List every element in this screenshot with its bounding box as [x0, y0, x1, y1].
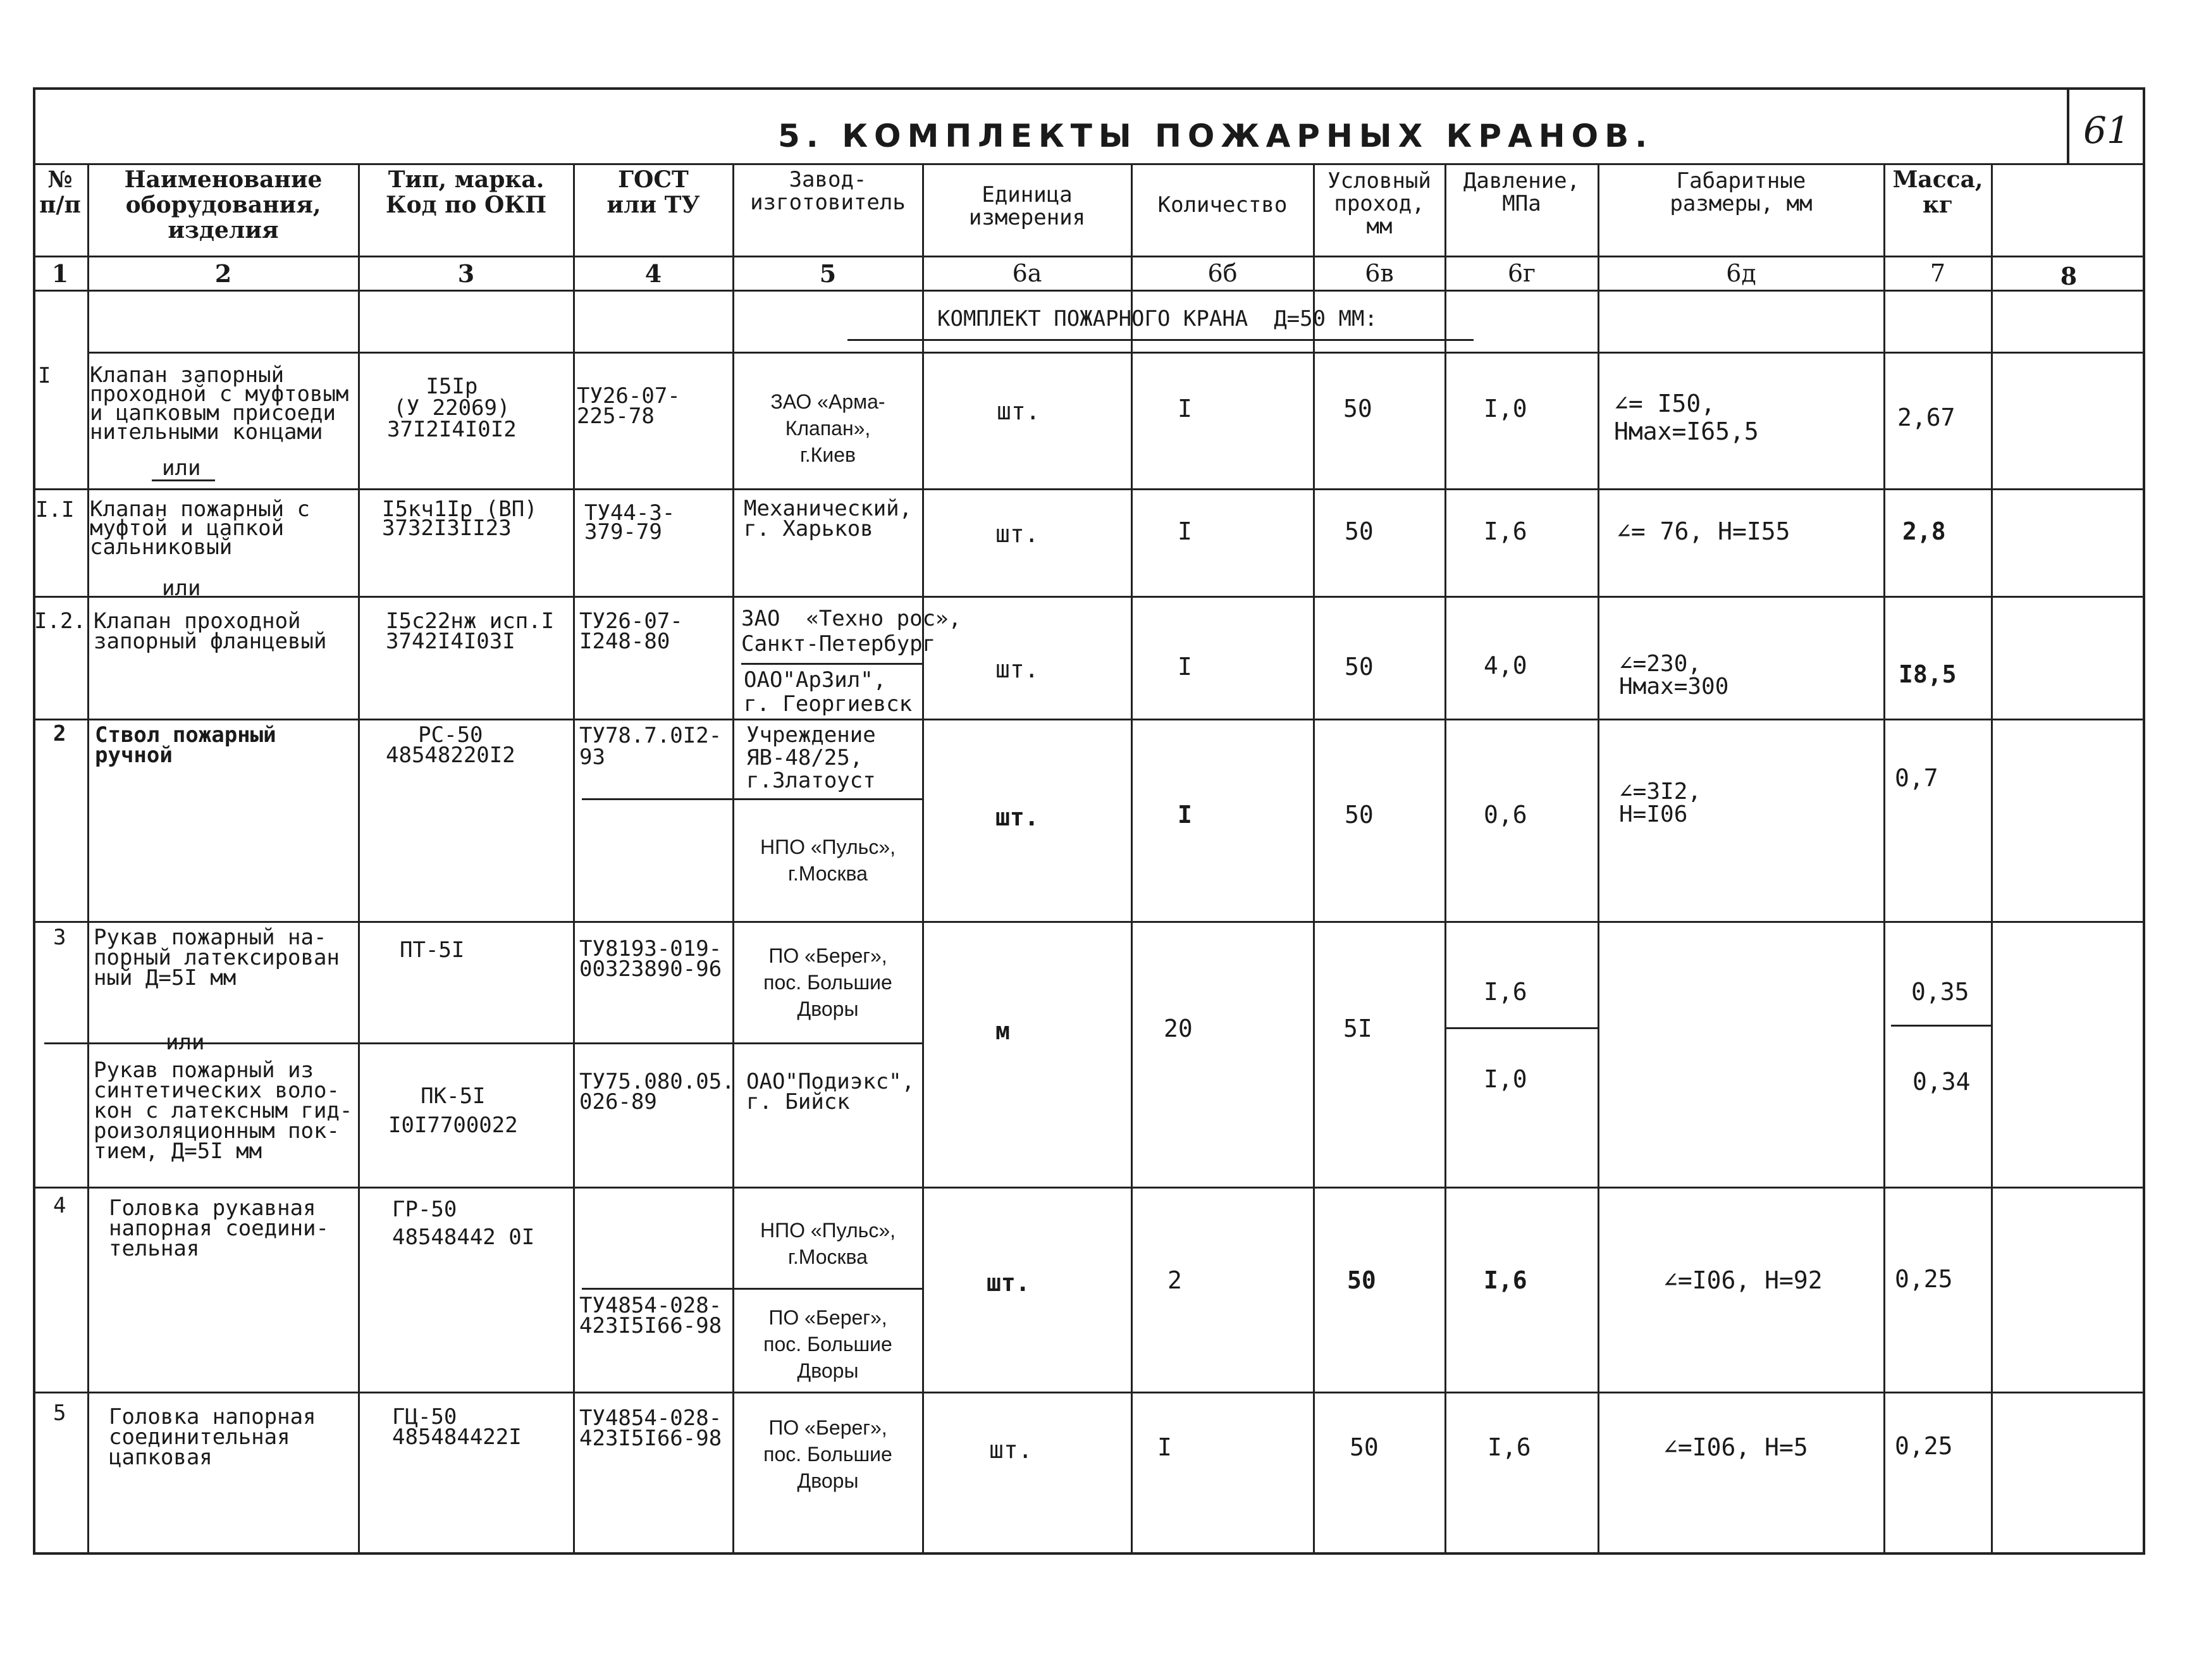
page-title: 5. КОМПЛЕКТЫ ПОЖАРНЫХ КРАНОВ.: [778, 118, 1654, 154]
header-pressure: Давление, МПа: [1463, 168, 1580, 216]
row-2-name: Ствол пожарный ручной: [95, 722, 276, 768]
row-line: [33, 719, 2145, 720]
pressure-divider: [1444, 1027, 1598, 1029]
col-number: 6г: [1507, 259, 1536, 287]
row-5-num: 5: [53, 1400, 66, 1426]
header-name: Наименование оборудования, изделия: [124, 166, 323, 244]
row-4-name: Головка рукавная напорная соедини- тельная: [109, 1195, 329, 1261]
row-3-gost: ТУ8193-019- 00323890-96: [579, 936, 722, 982]
row-1-2-qty: I: [1178, 653, 1192, 681]
row-1-gost: ТУ26-07- 225-78: [577, 383, 681, 429]
row-2-num: 2: [53, 721, 66, 746]
row-4-type: ГР-50 48548442 0I: [392, 1197, 535, 1250]
row-3-dn: 5I: [1343, 1015, 1372, 1042]
header-bottom-line: [33, 256, 2145, 257]
row-3-mass: 0,35: [1911, 978, 1969, 1006]
row-4-dims: ∠=I06, H=92: [1663, 1266, 1823, 1294]
row-1-num: I: [38, 363, 51, 388]
row-line: [33, 1392, 2145, 1393]
row-1-dn: 50: [1343, 395, 1372, 423]
row-3-name: Рукав пожарный на- порный латексирован ный Д=5I мм: [94, 925, 340, 991]
row-1-1-mass: 2,8: [1902, 517, 1946, 545]
col-number: 7: [1930, 259, 1946, 287]
row-1-1-name: Клапан пожарный с муфтой и цапкой сальниковый: [90, 497, 310, 560]
row-5-pressure: I,6: [1487, 1433, 1531, 1461]
row-2-maker-1: Учреждение ЯВ-48/25, г.Златоуст: [746, 722, 876, 793]
row-3-or: или: [166, 1030, 205, 1055]
row-4-qty: 2: [1167, 1266, 1182, 1294]
row-3-type-2: ПК-5I I0I7700022: [388, 1084, 518, 1138]
cell-divider: [741, 663, 922, 665]
col-line: [922, 163, 924, 1555]
row-3-gost-2: ТУ75.080.05. 026-89: [579, 1069, 735, 1115]
col-number: 5: [819, 259, 837, 288]
col-line: [358, 163, 360, 1555]
row-3-pressure-2: I,0: [1484, 1065, 1527, 1093]
header-type: Тип, марка. Код по ОКП: [385, 166, 547, 218]
col-number: 2: [214, 259, 232, 288]
row-2-unit: шт.: [995, 803, 1039, 831]
row-1-or: или: [162, 455, 201, 481]
row-2-type: РС-50 48548220I2: [386, 722, 515, 768]
row-4-unit: шт.: [987, 1269, 1030, 1297]
row-1-2-type: I5с22нж исп.I 3742I4I03I: [386, 608, 555, 654]
header-mass: Масса, кг: [1892, 166, 1983, 218]
row-2-maker-2: НПО «Пульс», г.Москва: [760, 836, 896, 885]
row-1-2-maker-1: ЗАО «Техно рос», Санкт-Петербург: [741, 606, 961, 657]
header-num: № п/п: [39, 166, 81, 218]
mass-divider: [1891, 1025, 1991, 1027]
row-5-unit: шт.: [989, 1436, 1033, 1464]
row-2-qty: I: [1178, 801, 1192, 829]
row-5-name: Головка напорная соединительная цапковая: [109, 1404, 316, 1470]
row-4-maker-2: ПО «Берег», пос. Большие Дворы: [763, 1306, 892, 1382]
section-underline: [847, 339, 1474, 341]
row-4-num: 4: [53, 1193, 66, 1218]
col-number: 6а: [1012, 259, 1042, 287]
col-number: 1: [51, 259, 69, 288]
row-3-pressure: I,6: [1484, 978, 1527, 1006]
row-4-maker-1: НПО «Пульс», г.Москва: [760, 1219, 896, 1268]
header-top-line: [33, 163, 2145, 165]
header-dims: Габаритные размеры, мм: [1670, 168, 1813, 216]
page-number: 61: [2067, 90, 2143, 163]
row-1-2-gost: ТУ26-07- I248-80: [579, 608, 683, 654]
col-line: [1313, 163, 1315, 1555]
row-1-name: Клапан запорный проходной с муфтовым и цапковым присоеди нительными концами: [90, 362, 349, 445]
row-1-1-pressure: I,6: [1484, 517, 1527, 545]
col-number: 6д: [1726, 259, 1756, 287]
col-number: 6б: [1207, 259, 1238, 287]
col-line: [1883, 163, 1885, 1555]
row-3-type: ПТ-5I: [400, 937, 465, 963]
row-1-unit: шт.: [997, 397, 1040, 425]
section-title: КОМПЛЕКТ ПОЖАРНОГО КРАНА Д=50 ММ:: [937, 306, 1377, 331]
row-1-2-mass: I8,5: [1899, 660, 1957, 688]
col-line: [1131, 163, 1133, 1555]
row-1-type: I5Iр (У 22069) 37I2I4I0I2: [387, 374, 517, 442]
row-1-2-pressure: 4,0: [1484, 652, 1527, 679]
header-qty: Количество: [1157, 192, 1288, 218]
row-3-maker-2: ОАО"Подиэкс", г. Бийск: [746, 1069, 915, 1115]
row-1-1-maker: Механический, г. Харьков: [744, 496, 913, 541]
row-line: [33, 1187, 2145, 1189]
row-1-1-gost: ТУ44-3- 379-79: [584, 500, 675, 545]
col-line: [1598, 163, 1599, 1555]
col-number: 4: [644, 259, 662, 288]
row-1-maker: ЗАО «Арма- Клапан», г.Киев: [770, 390, 885, 466]
row-1-2-maker-2: ОАО"АрЗил", г. Георгиевск: [744, 667, 913, 717]
row-1-2-dn: 50: [1345, 653, 1374, 681]
row-3-maker: ПО «Берег», пос. Большие Дворы: [763, 944, 892, 1020]
cell-divider: [582, 798, 922, 800]
row-4-mass: 0,25: [1895, 1265, 1953, 1293]
row-2-pressure: 0,6: [1484, 801, 1527, 829]
row-1-2-name: Клапан проходной запорный фланцевый: [94, 608, 327, 654]
col-line: [1444, 163, 1446, 1555]
row-line: [33, 596, 2145, 598]
row-5-dims: ∠=I06, H=5: [1663, 1433, 1808, 1461]
row-4-gost: ТУ4854-028- 423I5I66-98: [579, 1293, 722, 1338]
row-1-2-dims: ∠=230, Hмах=300: [1619, 651, 1729, 700]
row-1-1-dims: ∠= 76, H=I55: [1617, 517, 1790, 545]
cell-divider: [582, 1288, 922, 1290]
row-1-1-type: I5кч1Iр (ВП) 3732I3II23: [382, 497, 538, 541]
row-3-qty: 20: [1164, 1015, 1193, 1042]
row-5-dn: 50: [1350, 1433, 1379, 1461]
or-underline: [152, 479, 215, 481]
row-2-mass: 0,7: [1895, 764, 1938, 792]
col-line: [87, 163, 89, 1555]
col-number: 3: [457, 259, 475, 288]
header-dn: Условный проход, мм: [1327, 168, 1431, 239]
row-5-gost: ТУ4854-028- 423I5I66-98: [579, 1405, 722, 1451]
row-3-mass-2: 0,34: [1912, 1068, 1971, 1096]
row-line: [33, 488, 2145, 490]
row-5-mass: 0,25: [1895, 1432, 1953, 1460]
row-1-dims: ∠= I50, Hмах=I65,5: [1614, 390, 1759, 445]
col-line: [1991, 163, 1993, 1555]
row-1-2-unit: шт.: [995, 655, 1039, 683]
row-1-1-num: I.I: [35, 497, 75, 522]
row-2-gost: ТУ78.7.0I2- 93: [579, 723, 722, 770]
row-4-pressure: I,6: [1484, 1266, 1527, 1294]
header-gost: ГОСТ или ТУ: [607, 166, 700, 218]
row-1-1-dn: 50: [1345, 517, 1374, 545]
row-1-1-or: или: [162, 576, 201, 601]
row-2-dn: 50: [1345, 801, 1374, 829]
row-line: [87, 352, 2145, 354]
row-3-num: 3: [53, 925, 66, 950]
header-unit: Единица измерения: [968, 182, 1086, 230]
header-maker: Завод- изготовитель: [750, 167, 906, 215]
col-number: 8: [2060, 262, 2078, 290]
row-1-2-num: I.2.: [34, 608, 86, 634]
row-1-qty: I: [1178, 395, 1192, 423]
colnum-bottom-line: [33, 290, 2145, 292]
row-1-pressure: I,0: [1484, 395, 1527, 423]
col-number: 6в: [1365, 259, 1394, 287]
col-line: [573, 163, 575, 1555]
row-1-1-unit: шт.: [995, 520, 1039, 548]
row-3-unit: м: [995, 1017, 1010, 1045]
row-1-mass: 2,67: [1897, 404, 1955, 431]
row-4-dn: 50: [1347, 1266, 1376, 1294]
row-5-qty: I: [1157, 1433, 1172, 1461]
row-2-dims: ∠=3I2, H=I06: [1619, 779, 1702, 827]
row-3-name-2: Рукав пожарный из синтетических воло- кон с латексным гид- роизоляционным пок- тием, Д=5I мм: [94, 1058, 353, 1164]
row-5-maker: ПО «Берег», пос. Большие Дворы: [763, 1416, 892, 1492]
row-1-1-qty: I: [1178, 517, 1192, 545]
row-5-type: ГЦ-50 485484422I: [392, 1404, 522, 1450]
row-line: [33, 921, 2145, 923]
